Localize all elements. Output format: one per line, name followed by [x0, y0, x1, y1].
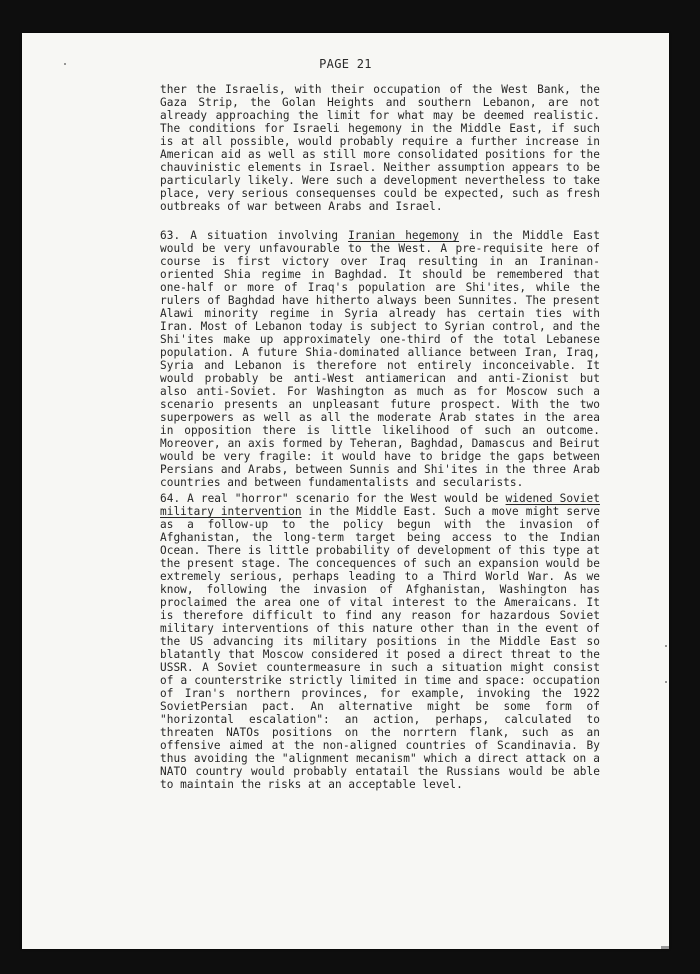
- paragraph-text: [160, 229, 600, 489]
- paper-speck: [665, 681, 667, 683]
- page-corner-mark: [661, 946, 669, 949]
- paragraph-lead: 63. A situation involving: [160, 229, 349, 242]
- paragraph-continuation: [160, 83, 600, 213]
- paragraph-body: in the Middle East would be very unfavourable to the West. A pre-requisite here of course is first victory over Iraq resulting in an Iraninan-oriented Shia regime in Baghdad. It should be remembered that one-half or more of Iraq's population are Shi'ites, while the rulers of Baghdad have hitherto always been Sunnites. The present Alawi minority regime in Syria already has certain ties with Iran. Most of Lebanon today is subject to Syrian control, and the Shi'ites make up approximately one-third of the total Lebanese population. A future Shia-dominated alliance between Iran, Iraq, Syria and Lebanon is therefore not entirely inconceivable. It would probably be anti-West antiamerican and anti-Zionist but also anti-Soviet. For Washington as much as for Moscow such a scenario presents an unpleasant future prospect. With the two superpowers as well as all the moderate Arab states in the area in opposition there is little likelihood of such an outcome. Moreover, an axis formed by Teheran, Baghdad, Damascus and Beirut would be very fragile: it would have to bridge the gaps between Persians and Arabs, between Sunnis and Shi'ites in the three Arab countries and between fundamentalists and secularists.: [160, 229, 600, 489]
- document-page: [22, 33, 669, 949]
- paragraph-64: [160, 492, 600, 791]
- paragraph-lead: 64. A real "horror" scenario for the West would be: [160, 492, 506, 505]
- paper-speck: [665, 645, 667, 647]
- paragraph-text: [160, 492, 600, 791]
- underlined-term: widened Soviet military intervention: [160, 492, 600, 518]
- paragraph-text: ther the Israelis, with their occupation of the West Bank, the Gaza Strip, the Golan Heights and southern Lebanon, are not already approaching the limit for what may be deemed realistic. The conditions for Israeli hegemony in the Middle East, if such is at all possible, would probably require a further increase in American aid as well as still more consolidated positions for the chauvinistic elements in Israel. Neither assumption appears to be particularly likely. Were such a development nevertheless to take place, very serious consequenses could be expected, such as fresh outbreaks of war between Arabs and Israel.: [160, 83, 600, 213]
- page-number: PAGE 21: [319, 57, 372, 71]
- paragraph-63: [160, 229, 600, 489]
- paragraph-body: in the Middle East. Such a move might serve as a follow-up to the policy begun with the invasion of Afghanistan, the long-term target being access to the Indian Ocean. There is little probability of development of this type at the present stage. The concequences of such an expansion would be extremely serious, perhaps leading to a Third World War. As we know, following the invasion of Afghanistan, Washington has proclaimed the area one of vital interest to the Ameraicans. It is therefore difficult to find any reason for hazardous Soviet military interventions of this nature other than in the event of the US advancing its military positions in the Middle East so blatantly that Moscow considered it posed a direct threat to the USSR. A Soviet countermeasure in such a situation might consist of a counterstrike strictly limited in time and space: occupation of Iran's northern provinces, for example, invoking the 1922 SovietPersian pact. An alternative might be some form of "horizontal escalation": an action, perhaps, calculated to threaten NATOs positions on the norrtern flank, such as an offensive aimed at the non-aligned countries of Scandinavia. By thus avoiding the "alignment mecanism" which a direct attack on a NATO country would probably entatail the Russians would be able to maintain the risks at an acceptable level.: [160, 505, 601, 791]
- paper-speck: [64, 63, 66, 65]
- underlined-term: Iranian hegemony: [348, 229, 460, 242]
